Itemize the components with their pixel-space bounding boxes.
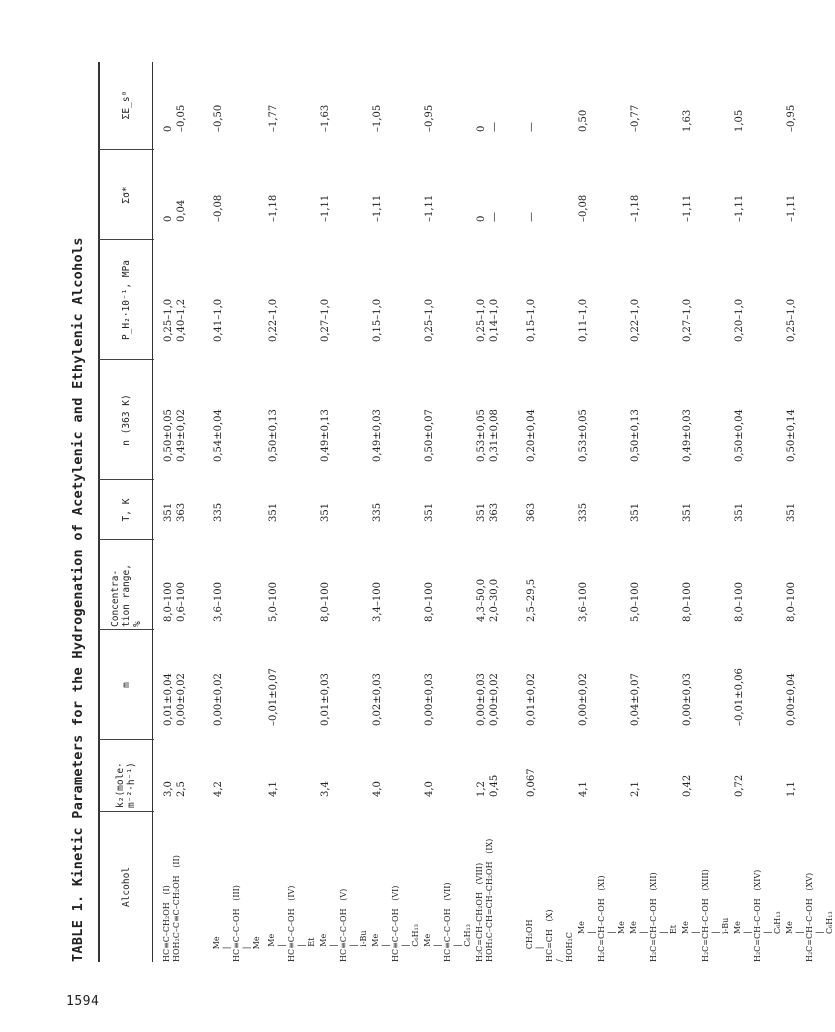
cell-alcohol: Me | HC≡C–C–OH (III) | Me <box>212 885 261 962</box>
header-divider <box>98 739 154 740</box>
cell-n: 0,49±0,03 <box>682 409 693 462</box>
header-divider <box>98 629 154 630</box>
cell-n: 0,20±0,04 <box>526 409 537 462</box>
cell-sigma: –0,08 <box>578 194 589 222</box>
header-divider <box>98 811 154 812</box>
cell-temperature: 363 <box>526 502 537 522</box>
cell-es: –1,77 <box>268 104 279 132</box>
cell-concentration: 8,0–100 <box>424 582 435 622</box>
header-temperature: T, K <box>120 498 132 522</box>
header-alcohol: Alcohol <box>120 866 132 908</box>
cell-sigma: –1,18 <box>630 194 641 222</box>
cell-sigma: –1,11 <box>786 194 797 222</box>
cell-n: 0,50±0,04 <box>734 409 745 462</box>
cell-n: 0,54±0,04 <box>213 409 224 462</box>
cell-temperature: 351 <box>734 502 745 522</box>
cell-alcohol: Me | HC≡C–C–OH (IV) | Et <box>267 885 316 962</box>
cell-alcohol: Me | H₂C=CH–C–OH (XIV) | C₆H₁₃ <box>733 869 782 962</box>
table-row <box>162 62 212 962</box>
cell-m: 0,00±0,02 <box>578 673 589 726</box>
cell-alcohol: H₂C=CH–CH₂OH (VIII) HOH₂C–CH=CH–CH₂OH (IX) <box>475 838 494 962</box>
cell-sigma: –1,11 <box>682 194 693 222</box>
cell-es: 0 –0,05 <box>163 104 187 132</box>
cell-pressure: 0,22–1,0 <box>630 298 641 342</box>
cell-sigma: –1,11 <box>372 194 383 222</box>
table-row <box>212 62 262 962</box>
cell-pressure: 0,11–1,0 <box>578 298 589 342</box>
cell-k2: 4,1 <box>578 781 589 797</box>
table-row <box>577 62 627 962</box>
cell-pressure: 0,27–1,0 <box>320 298 331 342</box>
cell-temperature: 335 <box>213 502 224 522</box>
table-header-rule <box>152 62 153 962</box>
cell-es: –1,05 <box>372 104 383 132</box>
cell-n: 0,53±0,05 0,31±0,08 <box>476 409 500 462</box>
cell-m: –0,01±0,06 <box>734 668 745 726</box>
cell-k2: 0,067 <box>526 768 537 797</box>
cell-concentration: 8,0–100 <box>682 582 693 622</box>
cell-pressure: 0,20–1,0 <box>734 298 745 342</box>
cell-k2: 4,1 <box>268 781 279 797</box>
cell-n: 0,49±0,03 <box>372 409 383 462</box>
cell-alcohol: HC≡C–CH₂OH (I) HOH₂C–C≡C–CH₂OH (II) <box>162 855 181 962</box>
table-row <box>629 62 679 962</box>
cell-k2: 0,72 <box>734 774 745 797</box>
cell-concentration: 8,0–100 <box>320 582 331 622</box>
cell-m: 0,01±0,04 0,00±0,02 <box>163 673 187 726</box>
header-divider <box>98 149 154 150</box>
cell-sigma: 0 — <box>476 212 500 222</box>
cell-pressure: 0,25–1,0 0,40–1,2 <box>163 298 187 342</box>
page-number: 1594 <box>66 994 100 1009</box>
cell-temperature: 351 363 <box>476 502 500 522</box>
cell-pressure: 0,22–1,0 <box>268 298 279 342</box>
cell-k2: 1,2 0,45 <box>476 774 500 797</box>
cell-sigma: 0 0,04 <box>163 199 187 222</box>
header-sigma: Σσ* <box>120 186 132 204</box>
cell-m: –0,01±0,07 <box>268 668 279 726</box>
cell-alcohol: CH₂OH | HC=CH (X) / HOH₂C <box>525 909 574 962</box>
cell-n: 0,50±0,13 <box>630 409 641 462</box>
cell-m: 0,00±0,04 <box>786 673 797 726</box>
cell-es: 1,05 <box>734 109 745 132</box>
cell-es: –0,95 <box>786 104 797 132</box>
cell-k2: 4,2 <box>213 781 224 797</box>
rotated-table-page <box>62 62 834 962</box>
cell-pressure: 0,41–1,0 <box>213 298 224 342</box>
cell-n: 0,50±0,13 <box>268 409 279 462</box>
cell-pressure: 0,27–1,0 <box>682 298 693 342</box>
cell-alcohol: Me | HC≡C–C–OH (V) | i-Bu <box>319 888 368 962</box>
cell-m: 0,00±0,03 0,00±0,02 <box>476 673 500 726</box>
cell-concentration: 8,0–100 0,6–100 <box>163 582 187 622</box>
cell-sigma: –0,08 <box>213 194 224 222</box>
cell-alcohol: Me | HC≡C–C–OH (VI) | C₆H₁₃ <box>371 885 420 962</box>
table-row <box>525 62 575 962</box>
table-row <box>785 62 835 962</box>
header-divider <box>98 539 154 540</box>
cell-n: 0,50±0,07 <box>424 409 435 462</box>
cell-concentration: 8,0–100 <box>734 582 745 622</box>
header-divider <box>98 239 154 240</box>
cell-concentration: 4,3–50,0 2,0–30,0 <box>476 578 500 622</box>
cell-sigma: –1,11 <box>734 194 745 222</box>
header-k2: k₂(mole· m⁻²·h⁻¹) <box>115 762 137 808</box>
cell-n: 0,50±0,05 0,49±0,02 <box>163 409 187 462</box>
cell-es: –1,63 <box>320 104 331 132</box>
cell-es: –0,95 <box>424 104 435 132</box>
header-es: ΣE_s⁰ <box>120 90 132 120</box>
cell-m: 0,00±0,02 <box>213 673 224 726</box>
cell-k2: 4,0 <box>424 781 435 797</box>
cell-pressure: 0,15–1,0 <box>372 298 383 342</box>
cell-m: 0,00±0,03 <box>424 673 435 726</box>
table-caption: TABLE 1. Kinetic Parameters for the Hydrogenation of Acetylenic and Ethylenic Alcohols <box>70 237 86 962</box>
cell-temperature: 335 <box>372 502 383 522</box>
cell-es: 1,63 <box>682 109 693 132</box>
cell-k2: 2,1 <box>630 781 641 797</box>
cell-k2: 3,0 2,5 <box>163 781 187 797</box>
cell-n: 0,53±0,05 <box>578 409 589 462</box>
table-row <box>319 62 369 962</box>
cell-m: 0,00±0,03 <box>682 673 693 726</box>
cell-sigma: — <box>526 212 537 222</box>
cell-m: 0,01±0,02 <box>526 673 537 726</box>
header-n: n (363 K) <box>120 394 132 446</box>
cell-concentration: 8,0–100 <box>786 582 797 622</box>
cell-temperature: 351 <box>786 502 797 522</box>
cell-k2: 0,42 <box>682 774 693 797</box>
cell-temperature: 351 <box>268 502 279 522</box>
header-divider <box>98 359 154 360</box>
table-row <box>733 62 783 962</box>
cell-es: 0,50 <box>578 109 589 132</box>
cell-concentration: 3,6–100 <box>213 582 224 622</box>
cell-pressure: 0,15–1,0 <box>526 298 537 342</box>
cell-n: 0,50±0,14 <box>786 409 797 462</box>
cell-k2: 3,4 <box>320 781 331 797</box>
cell-n: 0,49±0,13 <box>320 409 331 462</box>
cell-alcohol: Me | H₂C=CH–C–OH (XV) | C₆H₁₃ <box>785 872 834 962</box>
cell-temperature: 335 <box>578 502 589 522</box>
cell-es: –0,77 <box>630 104 641 132</box>
cell-m: 0,04±0,07 <box>630 673 641 726</box>
cell-temperature: 351 <box>630 502 641 522</box>
cell-alcohol: Me | H₂C=CH–C–OH (XII) | Et <box>629 872 678 962</box>
cell-m: 0,01±0,03 <box>320 673 331 726</box>
cell-concentration: 3,6–100 <box>578 582 589 622</box>
cell-sigma: –1,11 <box>424 194 435 222</box>
cell-es: –0,50 <box>213 104 224 132</box>
table-row <box>371 62 421 962</box>
cell-sigma: –1,11 <box>320 194 331 222</box>
cell-es: — <box>526 122 537 132</box>
cell-alcohol: Me | HC≡C–C–OH (VII) | C₆H₁₃ <box>423 882 472 962</box>
cell-k2: 1,1 <box>786 781 797 797</box>
cell-concentration: 2,5–29,5 <box>526 578 537 622</box>
cell-k2: 4,0 <box>372 781 383 797</box>
table-row <box>267 62 317 962</box>
cell-pressure: 0,25–1,0 0,14–1,0 <box>476 298 500 342</box>
cell-temperature: 351 <box>424 502 435 522</box>
cell-m: 0,02±0,03 <box>372 673 383 726</box>
table-row <box>423 62 473 962</box>
cell-concentration: 5,0–100 <box>268 582 279 622</box>
cell-temperature: 351 <box>682 502 693 522</box>
cell-pressure: 0,25–1,0 <box>424 298 435 342</box>
cell-concentration: 5,0–100 <box>630 582 641 622</box>
cell-temperature: 351 <box>320 502 331 522</box>
header-concentration: Concentra- tion range, % <box>109 564 143 627</box>
cell-pressure: 0,25–1,0 <box>786 298 797 342</box>
cell-sigma: –1,18 <box>268 194 279 222</box>
header-pressure: P_H₂·10⁻¹, MPa <box>120 259 132 341</box>
header-m: m <box>120 682 132 688</box>
cell-es: 0 — <box>476 122 500 132</box>
cell-temperature: 351 363 <box>163 502 187 522</box>
cell-concentration: 3,4–100 <box>372 582 383 622</box>
header-divider <box>98 479 154 480</box>
cell-alcohol: Me | H₂C=CH–C–OH (XI) | Me <box>577 875 626 962</box>
table-row <box>681 62 731 962</box>
table-row <box>475 62 525 962</box>
cell-alcohol: Me | H₂C=CH–C–OH (XIII) | i-Bu <box>681 869 730 962</box>
